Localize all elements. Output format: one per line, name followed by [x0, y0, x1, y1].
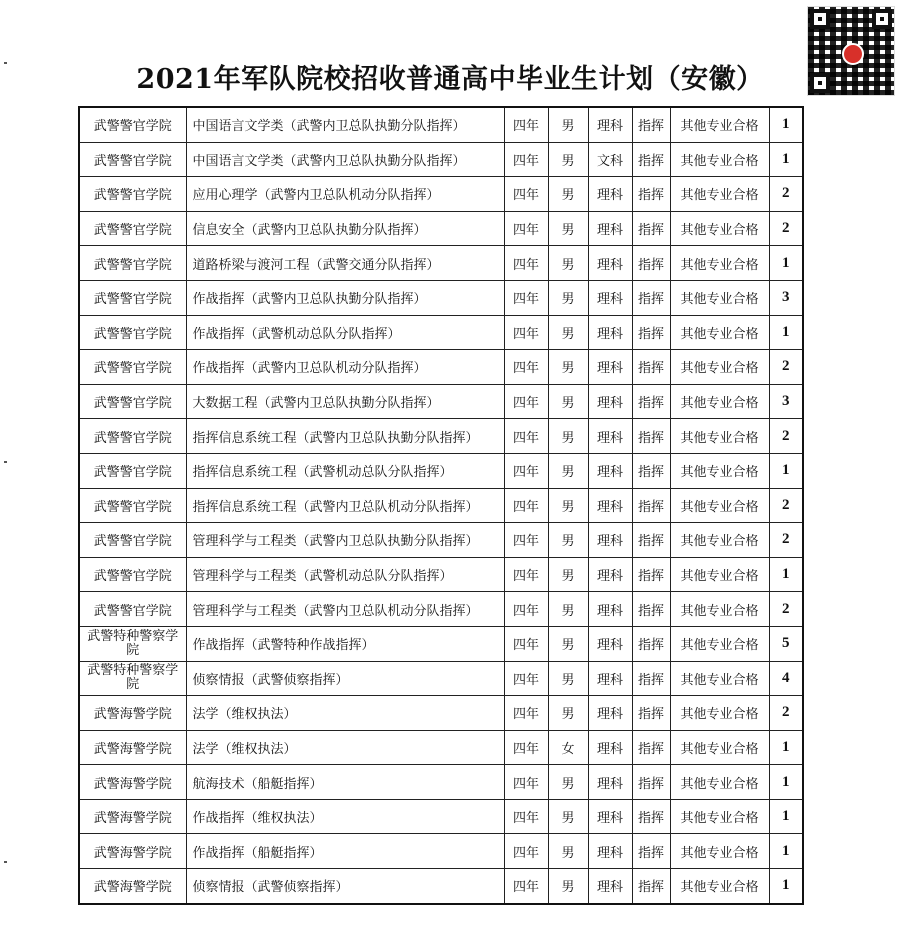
requirement-cell: 其他专业合格 — [670, 523, 769, 558]
gender-cell: 男 — [548, 696, 588, 731]
requirement-cell: 其他专业合格 — [670, 384, 769, 419]
duration-cell: 四年 — [504, 246, 548, 281]
gender-cell: 男 — [548, 592, 588, 627]
duration-cell: 四年 — [504, 177, 548, 212]
count-cell: 3 — [769, 384, 803, 419]
major-cell: 指挥信息系统工程（武警内卫总队执勤分队指挥） — [186, 419, 504, 454]
count-cell: 2 — [769, 177, 803, 212]
table-row — [79, 419, 803, 454]
duration-cell: 四年 — [504, 453, 548, 488]
gender-cell: 男 — [548, 142, 588, 177]
category-cell: 理科 — [588, 869, 632, 904]
count-cell: 1 — [769, 315, 803, 350]
category-cell: 理科 — [588, 280, 632, 315]
gender-cell: 男 — [548, 765, 588, 800]
table-row — [79, 765, 803, 800]
category-cell: 理科 — [588, 730, 632, 765]
requirement-cell: 其他专业合格 — [670, 280, 769, 315]
table-body — [79, 107, 803, 904]
major-cell: 航海技术（船艇指挥） — [186, 765, 504, 800]
category-cell: 理科 — [588, 419, 632, 454]
duration-cell: 四年 — [504, 626, 548, 661]
count-cell: 1 — [769, 730, 803, 765]
gender-cell: 男 — [548, 869, 588, 904]
type-cell: 指挥 — [632, 592, 670, 627]
gender-cell: 男 — [548, 107, 588, 142]
type-cell: 指挥 — [632, 696, 670, 731]
school-cell: 武警特种警察学院 — [79, 661, 186, 696]
type-cell: 指挥 — [632, 488, 670, 523]
count-cell: 2 — [769, 350, 803, 385]
table-row — [79, 246, 803, 281]
category-cell: 理科 — [588, 315, 632, 350]
requirement-cell: 其他专业合格 — [670, 626, 769, 661]
requirement-cell: 其他专业合格 — [670, 315, 769, 350]
duration-cell: 四年 — [504, 142, 548, 177]
requirement-cell: 其他专业合格 — [670, 107, 769, 142]
type-cell: 指挥 — [632, 246, 670, 281]
count-cell: 4 — [769, 661, 803, 696]
major-cell: 管理科学与工程类（武警内卫总队机动分队指挥） — [186, 592, 504, 627]
count-cell: 2 — [769, 696, 803, 731]
gender-cell: 男 — [548, 557, 588, 592]
school-cell: 武警警官学院 — [79, 211, 186, 246]
category-cell: 理科 — [588, 696, 632, 731]
major-cell: 侦察情报（武警侦察指挥） — [186, 869, 504, 904]
school-cell: 武警警官学院 — [79, 384, 186, 419]
requirement-cell: 其他专业合格 — [670, 834, 769, 869]
type-cell: 指挥 — [632, 523, 670, 558]
duration-cell: 四年 — [504, 834, 548, 869]
requirement-cell: 其他专业合格 — [670, 799, 769, 834]
duration-cell: 四年 — [504, 557, 548, 592]
duration-cell: 四年 — [504, 696, 548, 731]
count-cell: 2 — [769, 488, 803, 523]
major-cell: 管理科学与工程类（武警机动总队分队指挥） — [186, 557, 504, 592]
gender-cell: 男 — [548, 315, 588, 350]
table-row — [79, 696, 803, 731]
school-cell: 武警警官学院 — [79, 419, 186, 454]
table-row — [79, 523, 803, 558]
category-cell: 理科 — [588, 350, 632, 385]
count-cell: 2 — [769, 523, 803, 558]
table-row — [79, 211, 803, 246]
gender-cell: 男 — [548, 280, 588, 315]
school-cell: 武警警官学院 — [79, 453, 186, 488]
school-cell: 武警警官学院 — [79, 350, 186, 385]
requirement-cell: 其他专业合格 — [670, 453, 769, 488]
type-cell: 指挥 — [632, 730, 670, 765]
type-cell: 指挥 — [632, 280, 670, 315]
category-cell: 理科 — [588, 107, 632, 142]
category-cell: 理科 — [588, 246, 632, 281]
duration-cell: 四年 — [504, 419, 548, 454]
table-row — [79, 142, 803, 177]
major-cell: 中国语言文学类（武警内卫总队执勤分队指挥） — [186, 142, 504, 177]
requirement-cell: 其他专业合格 — [670, 557, 769, 592]
gender-cell: 男 — [548, 211, 588, 246]
school-cell: 武警警官学院 — [79, 523, 186, 558]
school-cell: 武警警官学院 — [79, 315, 186, 350]
table-row — [79, 834, 803, 869]
count-cell: 2 — [769, 592, 803, 627]
category-cell: 理科 — [588, 799, 632, 834]
major-cell: 大数据工程（武警内卫总队执勤分队指挥） — [186, 384, 504, 419]
count-cell: 1 — [769, 142, 803, 177]
type-cell: 指挥 — [632, 350, 670, 385]
duration-cell: 四年 — [504, 107, 548, 142]
category-cell: 理科 — [588, 834, 632, 869]
type-cell: 指挥 — [632, 384, 670, 419]
table-row — [79, 488, 803, 523]
requirement-cell: 其他专业合格 — [670, 869, 769, 904]
requirement-cell: 其他专业合格 — [670, 765, 769, 800]
count-cell: 1 — [769, 765, 803, 800]
requirement-cell: 其他专业合格 — [670, 592, 769, 627]
requirement-cell: 其他专业合格 — [670, 211, 769, 246]
count-cell: 1 — [769, 246, 803, 281]
requirement-cell: 其他专业合格 — [670, 730, 769, 765]
school-cell: 武警警官学院 — [79, 107, 186, 142]
table-row — [79, 315, 803, 350]
count-cell: 1 — [769, 869, 803, 904]
type-cell: 指挥 — [632, 315, 670, 350]
duration-cell: 四年 — [504, 523, 548, 558]
table-row — [79, 592, 803, 627]
gender-cell: 男 — [548, 523, 588, 558]
duration-cell: 四年 — [504, 799, 548, 834]
count-cell: 1 — [769, 107, 803, 142]
gender-cell: 男 — [548, 799, 588, 834]
requirement-cell: 其他专业合格 — [670, 142, 769, 177]
major-cell: 应用心理学（武警内卫总队机动分队指挥） — [186, 177, 504, 212]
count-cell: 1 — [769, 557, 803, 592]
major-cell: 道路桥梁与渡河工程（武警交通分队指挥） — [186, 246, 504, 281]
duration-cell: 四年 — [504, 384, 548, 419]
school-cell: 武警海警学院 — [79, 696, 186, 731]
category-cell: 理科 — [588, 765, 632, 800]
gender-cell: 男 — [548, 834, 588, 869]
category-cell: 理科 — [588, 384, 632, 419]
count-cell: 2 — [769, 419, 803, 454]
category-cell: 理科 — [588, 523, 632, 558]
type-cell: 指挥 — [632, 177, 670, 212]
scan-speck — [4, 861, 7, 863]
table-row — [79, 384, 803, 419]
type-cell: 指挥 — [632, 799, 670, 834]
major-cell: 作战指挥（武警内卫总队执勤分队指挥） — [186, 280, 504, 315]
scan-speck — [4, 461, 7, 463]
table-row — [79, 177, 803, 212]
school-cell: 武警警官学院 — [79, 177, 186, 212]
requirement-cell: 其他专业合格 — [670, 488, 769, 523]
major-cell: 指挥信息系统工程（武警机动总队分队指挥） — [186, 453, 504, 488]
category-cell: 理科 — [588, 592, 632, 627]
type-cell: 指挥 — [632, 453, 670, 488]
school-cell: 武警警官学院 — [79, 488, 186, 523]
count-cell: 3 — [769, 280, 803, 315]
category-cell: 理科 — [588, 488, 632, 523]
table-row — [79, 557, 803, 592]
major-cell: 中国语言文学类（武警内卫总队执勤分队指挥） — [186, 107, 504, 142]
gender-cell: 女 — [548, 730, 588, 765]
type-cell: 指挥 — [632, 834, 670, 869]
category-cell: 理科 — [588, 177, 632, 212]
school-cell: 武警警官学院 — [79, 592, 186, 627]
category-cell: 理科 — [588, 557, 632, 592]
table-row — [79, 280, 803, 315]
gender-cell: 男 — [548, 626, 588, 661]
major-cell: 作战指挥（武警内卫总队机动分队指挥） — [186, 350, 504, 385]
count-cell: 2 — [769, 211, 803, 246]
major-cell: 作战指挥（维权执法） — [186, 799, 504, 834]
school-cell: 武警海警学院 — [79, 799, 186, 834]
school-cell: 武警警官学院 — [79, 280, 186, 315]
enrollment-plan-table — [78, 106, 804, 905]
page-title: 2021年军队院校招收普通高中毕业生计划（安徽） — [136, 64, 764, 95]
qr-finder-top-left — [810, 9, 830, 29]
school-cell: 武警警官学院 — [79, 142, 186, 177]
gender-cell: 男 — [548, 246, 588, 281]
major-cell: 法学（维权执法） — [186, 730, 504, 765]
requirement-cell: 其他专业合格 — [670, 696, 769, 731]
table-row — [79, 661, 803, 696]
major-cell: 作战指挥（武警特种作战指挥） — [186, 626, 504, 661]
school-cell: 武警海警学院 — [79, 834, 186, 869]
school-cell: 武警海警学院 — [79, 765, 186, 800]
duration-cell: 四年 — [504, 765, 548, 800]
type-cell: 指挥 — [632, 142, 670, 177]
requirement-cell: 其他专业合格 — [670, 246, 769, 281]
gender-cell: 男 — [548, 177, 588, 212]
category-cell: 理科 — [588, 453, 632, 488]
major-cell: 指挥信息系统工程（武警内卫总队机动分队指挥） — [186, 488, 504, 523]
table-row — [79, 453, 803, 488]
gender-cell: 男 — [548, 661, 588, 696]
school-cell: 武警特种警察学院 — [79, 626, 186, 661]
duration-cell: 四年 — [504, 315, 548, 350]
duration-cell: 四年 — [504, 661, 548, 696]
duration-cell: 四年 — [504, 280, 548, 315]
qr-finder-top-right — [872, 9, 892, 29]
gender-cell: 男 — [548, 350, 588, 385]
duration-cell: 四年 — [504, 869, 548, 904]
category-cell: 理科 — [588, 211, 632, 246]
type-cell: 指挥 — [632, 419, 670, 454]
major-cell: 作战指挥（船艇指挥） — [186, 834, 504, 869]
major-cell: 信息安全（武警内卫总队执勤分队指挥） — [186, 211, 504, 246]
gender-cell: 男 — [548, 419, 588, 454]
duration-cell: 四年 — [504, 350, 548, 385]
type-cell: 指挥 — [632, 765, 670, 800]
table-row — [79, 799, 803, 834]
type-cell: 指挥 — [632, 211, 670, 246]
type-cell: 指挥 — [632, 661, 670, 696]
requirement-cell: 其他专业合格 — [670, 350, 769, 385]
duration-cell: 四年 — [504, 592, 548, 627]
type-cell: 指挥 — [632, 869, 670, 904]
major-cell: 管理科学与工程类（武警内卫总队执勤分队指挥） — [186, 523, 504, 558]
category-cell: 文科 — [588, 142, 632, 177]
table-row — [79, 730, 803, 765]
school-cell: 武警警官学院 — [79, 557, 186, 592]
major-cell: 法学（维权执法） — [186, 696, 504, 731]
category-cell: 理科 — [588, 626, 632, 661]
major-cell: 侦察情报（武警侦察指挥） — [186, 661, 504, 696]
school-cell: 武警海警学院 — [79, 869, 186, 904]
gender-cell: 男 — [548, 384, 588, 419]
duration-cell: 四年 — [504, 488, 548, 523]
count-cell: 5 — [769, 626, 803, 661]
gender-cell: 男 — [548, 453, 588, 488]
table-row — [79, 350, 803, 385]
count-cell: 1 — [769, 799, 803, 834]
count-cell: 1 — [769, 453, 803, 488]
type-cell: 指挥 — [632, 107, 670, 142]
type-cell: 指挥 — [632, 626, 670, 661]
requirement-cell: 其他专业合格 — [670, 661, 769, 696]
duration-cell: 四年 — [504, 211, 548, 246]
requirement-cell: 其他专业合格 — [670, 177, 769, 212]
gender-cell: 男 — [548, 488, 588, 523]
school-cell: 武警警官学院 — [79, 246, 186, 281]
table-row — [79, 107, 803, 142]
type-cell: 指挥 — [632, 557, 670, 592]
school-cell: 武警海警学院 — [79, 730, 186, 765]
category-cell: 理科 — [588, 661, 632, 696]
table-row — [79, 869, 803, 904]
table-row — [79, 626, 803, 661]
major-cell: 作战指挥（武警机动总队分队指挥） — [186, 315, 504, 350]
duration-cell: 四年 — [504, 730, 548, 765]
requirement-cell: 其他专业合格 — [670, 419, 769, 454]
count-cell: 1 — [769, 834, 803, 869]
